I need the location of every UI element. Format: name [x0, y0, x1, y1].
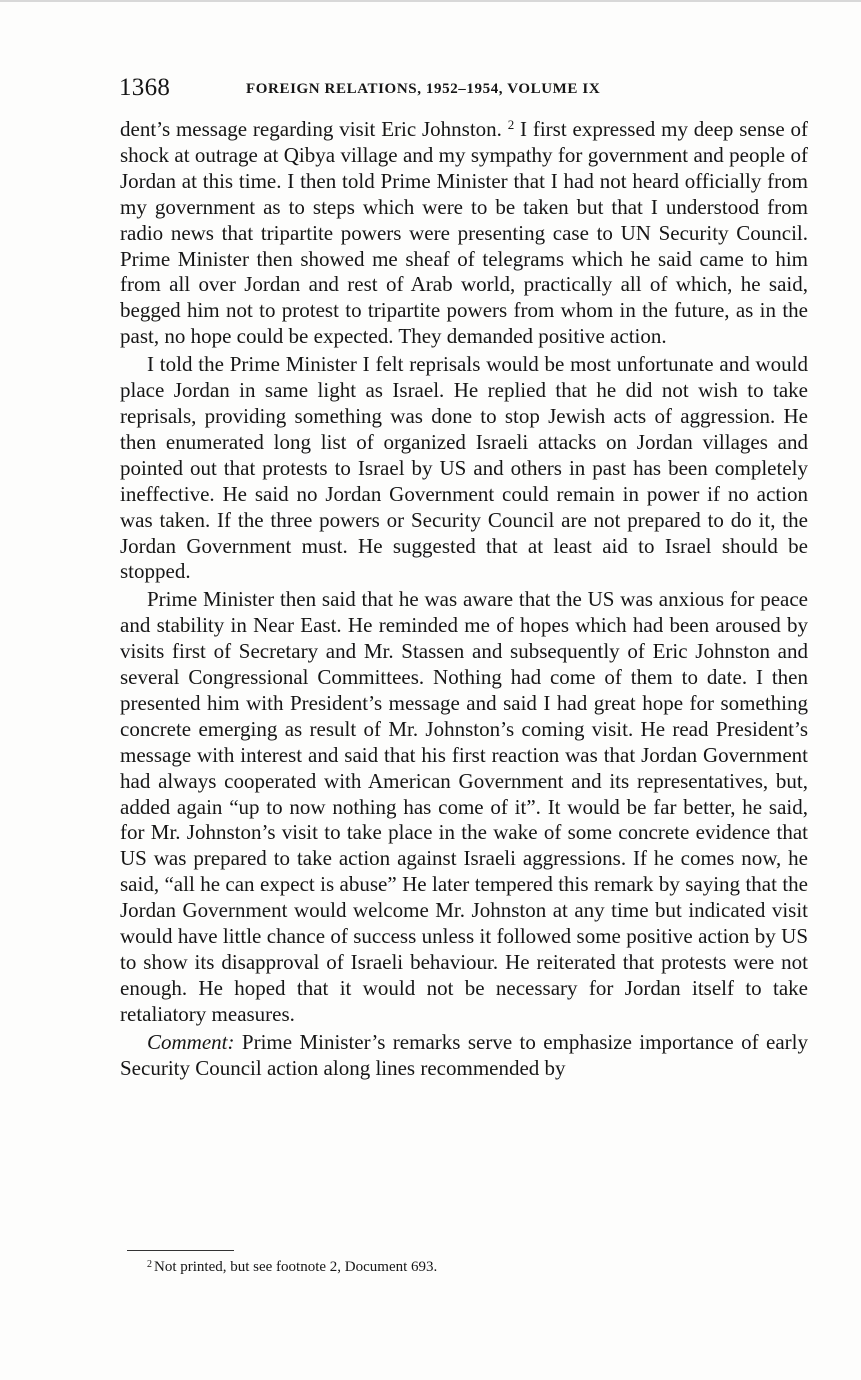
paragraph-1 [120, 117, 808, 350]
footnote-divider [127, 1250, 234, 1251]
page-number: 1368 [119, 74, 171, 101]
footnote-text: Not printed, but see footnote 2, Document 693. [154, 1259, 438, 1275]
paragraph-1-text-continued: I first expressed my deep sense of shock at outrage at Qibya village and my sympathy for government and people of Jordan at this time. I then told Prime Minister that I had not heard officially from my government as to steps which were to be taken but that I understood from radio news that tripartite powers were presenting case to UN Security Council. Prime Minister then showed me sheaf of telegrams which he said came to him from all over Jordan and rest of Arab world, practically all of which, he said, begged him not to protest to tripartite powers from whom in the future, as in the past, no hope could be expected. They demanded positive action. [120, 117, 808, 349]
comment-text: Prime Minister’s remarks serve to emphasize importance of early Security Council action along lines recommended by [120, 1029, 808, 1080]
footnote-reference: 2 [507, 117, 515, 132]
page-top-edge [0, 0, 861, 2]
paragraph-1-text: dent’s message regarding visit Eric Johnston. [120, 117, 502, 141]
running-head [119, 74, 819, 108]
running-title: FOREIGN RELATIONS, 1952–1954, VOLUME IX [246, 81, 601, 97]
body-text [120, 117, 808, 1082]
paragraph-3: Prime Minister then said that he was aware that the US was anxious for peace and stability in Near East. He reminded me of hopes which had been aroused by visits first of Secretary and Mr. Stassen and subsequently of Eric Johnston and several Congressional Committees. Nothing had come of them to date. I then presented him with President’s message and said I had great hope for something concrete emerging as result of Mr. Johnston’s coming visit. He read President’s message with interest and said that his first reaction was that Jordan Government had always cooperated with American Government and its representatives, but, added again “up to now nothing has come of it”. It would be far better, he said, for Mr. Johnston’s visit to take place in the wake of some concrete evidence that US was prepared to take action against Israeli aggressions. If he comes now, he said, “all he can expect is abuse” He later tempered this remark by saying that the Jordan Government would welcome Mr. Johnston at any time but indicated visit would have little chance of success unless it followed some positive action by US to show its disapproval of Israeli behaviour. He reiterated that protests were not enough. He hoped that it would not be necessary for Jordan itself to take retaliatory measures. [120, 587, 808, 1026]
paragraph-2: I told the Prime Minister I felt reprisals would be most unfortunate and would place Jordan in same light as Israel. He replied that he did not wish to take reprisals, providing something was done to stop Jewish acts of aggression. He then enumerated long list of organized Israeli attacks on Jordan villages and pointed out that protests to Israel by US and others in past has been completely ineffective. He said no Jordan Government could remain in power if no action was taken. If the three powers or Security Council are not prepared to do it, the Jordan Government must. He suggested that at least aid to Israel should be stopped. [120, 352, 808, 584]
paragraph-4 [120, 1030, 808, 1082]
comment-label: Comment: [147, 1029, 235, 1054]
footnote [147, 1256, 437, 1276]
footnote-number: 2 [147, 1259, 152, 1270]
